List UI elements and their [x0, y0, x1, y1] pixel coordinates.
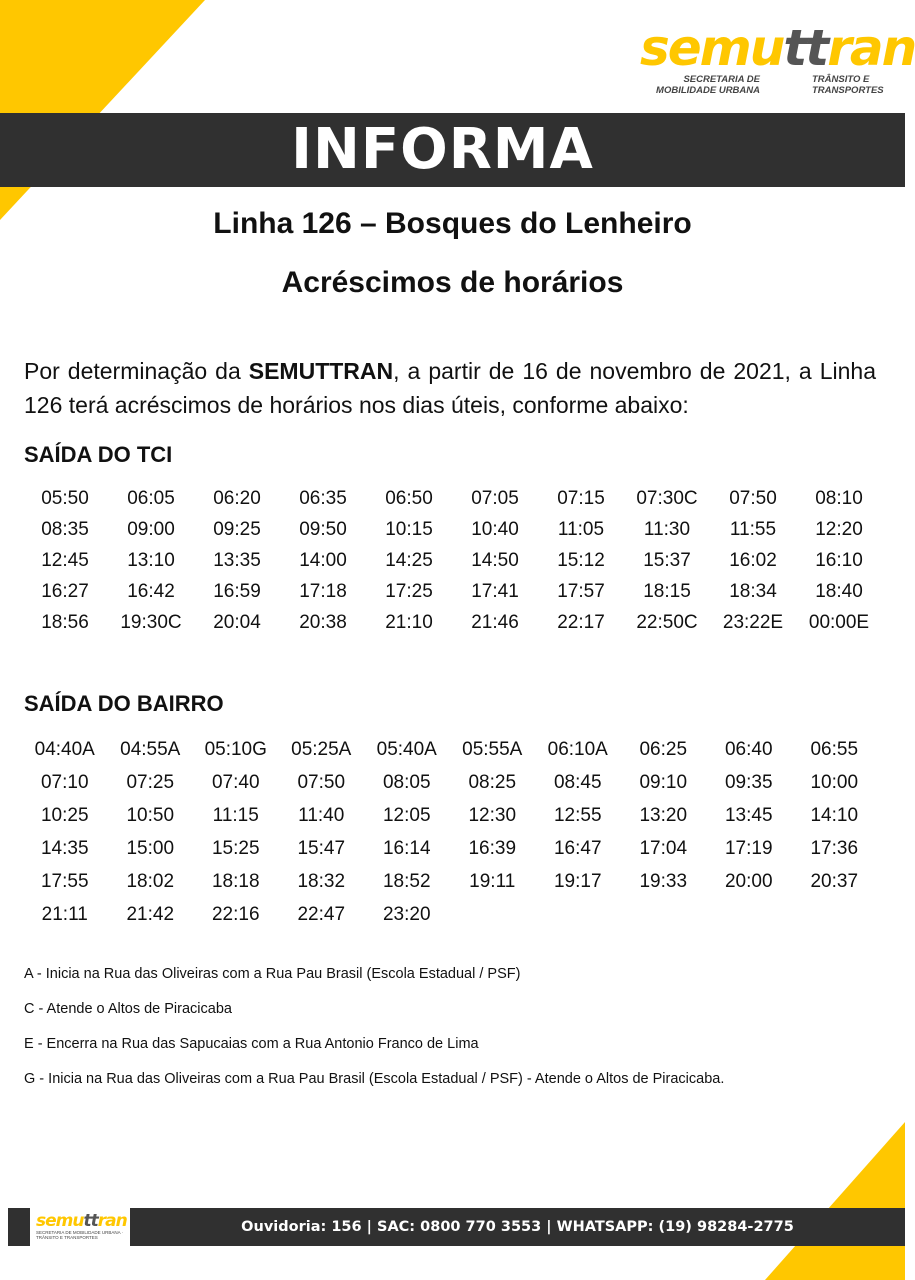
- time-cell: 12:45: [41, 550, 89, 571]
- time-cell: 15:00: [126, 838, 175, 859]
- time-cell: 07:50: [297, 772, 346, 793]
- time-cell: 09:50: [299, 519, 347, 540]
- time-cell: 10:40: [471, 519, 519, 540]
- notes-list: [24, 962, 724, 1102]
- time-cell: 16:39: [468, 838, 517, 859]
- time-cell: 22:50C: [636, 612, 698, 633]
- time-cell: 11:40: [298, 805, 345, 826]
- time-cell: 07:40: [211, 772, 260, 793]
- time-cell: 12:30: [468, 805, 517, 826]
- time-cell: 23:20: [382, 904, 431, 925]
- time-cell: 08:45: [553, 772, 602, 793]
- time-cell: 21:10: [385, 612, 433, 633]
- time-cell: 18:56: [41, 612, 89, 633]
- time-cell: 09:00: [127, 519, 175, 540]
- time-cell: 19:33: [639, 871, 688, 892]
- time-cell: 09:10: [639, 772, 688, 793]
- logo-subtitle-left: SECRETARIA DE MOBILIDADE URBANA: [656, 74, 760, 96]
- time-cell: 11:15: [212, 805, 259, 826]
- time-cell: 11:55: [729, 519, 777, 540]
- time-cell: 04:55A: [120, 739, 181, 760]
- time-cell: 17:19: [724, 838, 773, 859]
- time-cell: 22:47: [297, 904, 346, 925]
- note-g: G - Inicia na Rua das Oliveiras com a Rua Pau Brasil (Escola Estadual / PSF) - Atende o Altos de Piracicaba.: [24, 1071, 725, 1087]
- time-cell: 14:00: [299, 550, 347, 571]
- time-cell: 16:14: [382, 838, 431, 859]
- time-cell: 05:10G: [204, 739, 267, 760]
- time-cell: 16:47: [553, 838, 602, 859]
- time-cell: 18:52: [382, 871, 431, 892]
- time-cell: 07:30C: [636, 488, 698, 509]
- time-cell: 11:30: [643, 519, 691, 540]
- time-cell: 04:40A: [34, 739, 95, 760]
- time-cell: 14:50: [471, 550, 519, 571]
- time-cell: 05:25A: [291, 739, 352, 760]
- time-cell: 14:25: [385, 550, 433, 571]
- time-cell: 14:10: [810, 805, 859, 826]
- time-cell: 18:40: [815, 581, 863, 602]
- time-cell: 23:22E: [722, 612, 784, 633]
- time-cell: 12:55: [553, 805, 602, 826]
- time-cell: 09:35: [724, 772, 773, 793]
- time-cell: 16:10: [815, 550, 863, 571]
- footer-logo: semuttran SECRETARIA DE MOBILIDADE URBANA · TRÂNSITO E TRANSPORTES: [36, 1211, 127, 1240]
- intro-paragraph: Por determinação da SEMUTTRAN, a partir de 16 de novembro de 2021, a Linha 126 terá acréscimos de horários nos dias úteis, conforme abaixo:: [24, 358, 876, 418]
- time-cell: 17:57: [557, 581, 605, 602]
- time-cell: 13:20: [639, 805, 688, 826]
- time-cell: 12:05: [382, 805, 431, 826]
- time-cell: 13:10: [127, 550, 175, 571]
- time-cell: 07:50: [729, 488, 777, 509]
- time-cell: 08:05: [382, 772, 431, 793]
- time-cell: 19:30C: [120, 612, 182, 633]
- subtitle: Acréscimos de horários: [281, 266, 624, 299]
- time-cell: 06:25: [639, 739, 688, 760]
- semuttran-logo: [640, 18, 915, 100]
- time-cell: 13:45: [724, 805, 773, 826]
- time-cell: 20:04: [213, 612, 261, 633]
- time-cell: 20:37: [810, 871, 859, 892]
- time-cell: 15:12: [557, 550, 605, 571]
- time-cell: 06:50: [385, 488, 433, 509]
- yellow-corner-top: [0, 0, 205, 220]
- time-cell: 13:35: [213, 550, 261, 571]
- time-cell: 19:11: [469, 871, 516, 892]
- time-cell: 07:25: [126, 772, 175, 793]
- schedule-grid-tci: [22, 483, 882, 638]
- time-cell: 10:15: [385, 519, 433, 540]
- time-cell: 17:36: [810, 838, 859, 859]
- time-cell: 22:16: [211, 904, 260, 925]
- time-cell: 18:18: [211, 871, 260, 892]
- logo-wordmark: semuttran: [640, 19, 915, 77]
- time-cell: 05:50: [41, 488, 89, 509]
- time-cell: 11:05: [557, 519, 605, 540]
- note-e: E - Encerra na Rua das Sapucaias com a Rua Antonio Franco de Lima: [24, 1036, 479, 1052]
- time-cell: 20:00: [724, 871, 773, 892]
- time-cell: 06:55: [810, 739, 859, 760]
- note-c: C - Atende o Altos de Piracicaba: [24, 1001, 232, 1017]
- time-cell: 18:15: [643, 581, 691, 602]
- time-cell: 05:40A: [376, 739, 437, 760]
- time-cell: 07:10: [40, 772, 89, 793]
- footer-contact: Ouvidoria: 156 | SAC: 0800 770 3553 | WHATSAPP: (19) 98284-2775: [241, 1219, 794, 1235]
- time-cell: 16:42: [127, 581, 175, 602]
- schedule-grid-bairro: [22, 733, 877, 931]
- time-cell: 10:25: [40, 805, 89, 826]
- section-title-bairro: SAÍDA DO BAIRRO: [24, 691, 224, 716]
- time-cell: 06:05: [127, 488, 175, 509]
- time-cell: 10:00: [810, 772, 859, 793]
- time-cell: 08:25: [468, 772, 517, 793]
- time-cell: 18:02: [126, 871, 175, 892]
- line-title: Linha 126 – Bosques do Lenheiro: [213, 207, 692, 240]
- time-cell: 21:11: [41, 904, 88, 925]
- time-cell: 19:17: [553, 871, 602, 892]
- time-cell: 15:47: [297, 838, 346, 859]
- time-cell: 00:00E: [808, 612, 870, 633]
- time-cell: 17:41: [471, 581, 519, 602]
- time-cell: 16:27: [41, 581, 89, 602]
- time-cell: 15:37: [643, 550, 691, 571]
- note-a: A - Inicia na Rua das Oliveiras com a Rua Pau Brasil (Escola Estadual / PSF): [24, 966, 521, 982]
- time-cell: 05:55A: [462, 739, 523, 760]
- banner-title: INFORMA: [291, 117, 594, 182]
- time-cell: 20:38: [299, 612, 347, 633]
- time-cell: 12:20: [815, 519, 863, 540]
- section-title-tci: SAÍDA DO TCI: [24, 442, 173, 467]
- time-cell: 07:15: [557, 488, 605, 509]
- time-cell: 10:50: [126, 805, 175, 826]
- time-cell: 06:20: [213, 488, 261, 509]
- time-cell: 18:32: [297, 871, 346, 892]
- time-cell: 17:55: [40, 871, 89, 892]
- time-cell: 21:42: [126, 904, 175, 925]
- logo-subtitle-right: TRÂNSITO E TRANSPORTES: [812, 74, 884, 96]
- time-cell: 06:35: [299, 488, 347, 509]
- time-cell: 14:35: [40, 838, 89, 859]
- time-cell: 22:17: [557, 612, 605, 633]
- time-cell: 17:04: [639, 838, 688, 859]
- time-cell: 16:59: [213, 581, 261, 602]
- time-cell: 08:10: [815, 488, 863, 509]
- time-cell: 17:25: [385, 581, 433, 602]
- time-cell: 16:02: [729, 550, 777, 571]
- time-cell: 21:46: [471, 612, 519, 633]
- time-cell: 09:25: [213, 519, 261, 540]
- time-cell: 06:10A: [547, 739, 608, 760]
- time-cell: 07:05: [471, 488, 519, 509]
- footer-left-block: [8, 1208, 30, 1246]
- time-cell: 06:40: [724, 739, 773, 760]
- time-cell: 15:25: [211, 838, 260, 859]
- time-cell: 17:18: [299, 581, 347, 602]
- time-cell: 18:34: [729, 581, 777, 602]
- time-cell: 08:35: [41, 519, 89, 540]
- yellow-corner-bottom: [765, 1122, 905, 1280]
